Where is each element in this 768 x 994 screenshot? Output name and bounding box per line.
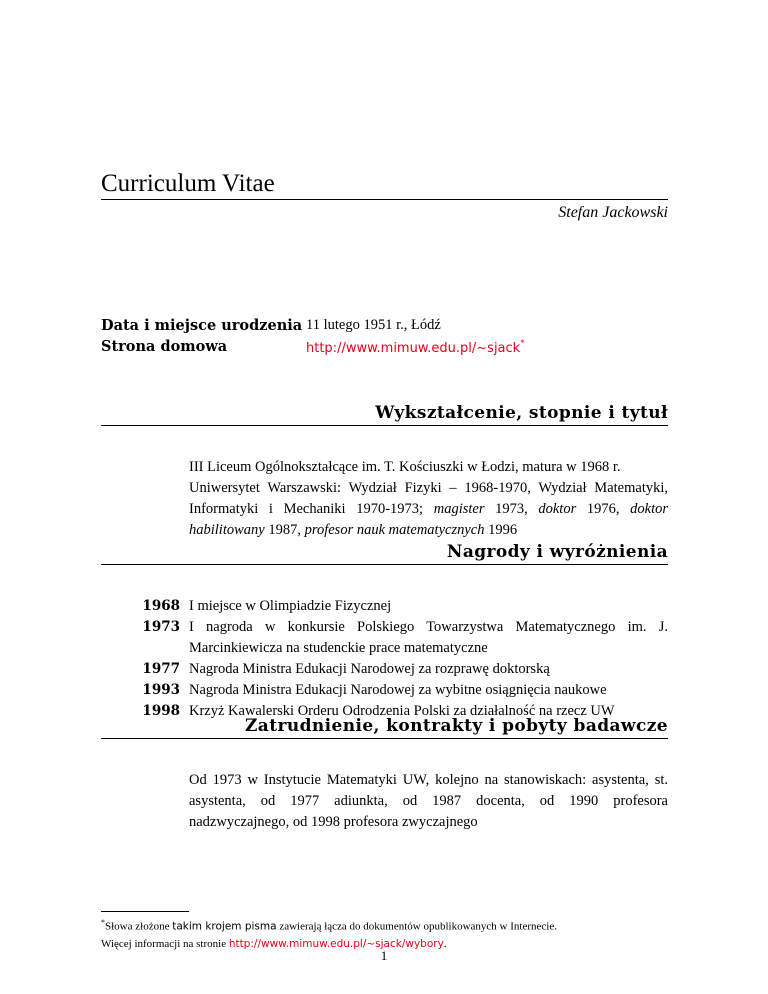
award-item <box>101 680 668 701</box>
award-year: 1998 <box>142 703 180 719</box>
section-rule <box>101 425 668 426</box>
footnote-line-1: *Słowa złożone takim krojem pisma zawierają łącza do dokumentów opublikowanych w Internecie. <box>101 918 557 933</box>
award-text: Nagroda Ministra Edukacji Narodowej za wybitne osiągnięcia naukowe <box>189 682 607 698</box>
section-rule <box>101 564 668 565</box>
section-heading-awards: Nagrody i wyróżnienia <box>446 542 668 562</box>
award-year: 1993 <box>142 682 180 698</box>
award-text: I nagroda w konkursie Polskiego Towarzystwa Matematycznego im. J. Marcinkiewicza na studenckie prace matematyczne <box>189 619 668 656</box>
homepage-value <box>306 338 525 357</box>
footnote <box>101 914 668 953</box>
title-rule <box>101 199 668 200</box>
birth-label: Data i miejsce urodzenia <box>101 317 303 334</box>
education-line-2: Uniwersytet Warszawski: Wydział Fizyki – 1968-1970, Wydział Matematyki, Informatyki i Mechaniki 1970-1973; magister 1973, doktor 1976, doktor habilitowany 1987, profesor nauk matematycznych 1996 <box>189 480 668 538</box>
footnote-marker: * <box>101 918 105 927</box>
author-name: Stefan Jackowski <box>558 204 668 221</box>
footnote-rule <box>101 911 189 912</box>
page-number: 1 <box>380 948 388 963</box>
award-year: 1973 <box>142 619 180 635</box>
section-heading-employment: Zatrudnienie, kontrakty i pobyty badawcze <box>245 716 668 736</box>
document-title: Curriculum Vitae <box>101 170 275 197</box>
award-year: 1968 <box>142 598 180 614</box>
section-heading-education: Wykształcenie, stopnie i tytuł <box>375 403 668 423</box>
footnote-link[interactable]: http://www.mimuw.edu.pl/~sjack/wybory <box>228 937 444 950</box>
birth-value: 11 lutego 1951 r., Łódź <box>306 317 441 333</box>
education-text <box>189 457 668 541</box>
award-text: I miejsce w Olimpiadzie Fizycznej <box>189 598 392 614</box>
award-year: 1977 <box>142 661 180 677</box>
footnote-line-2: Więcej informacji na stronie http://www.mimuw.edu.pl/~sjack/wybory. <box>101 937 447 950</box>
employment-text: Od 1973 w Instytucie Matematyki UW, kolejno na stanowiskach: asystenta, st. asystenta, od 1977 adiunkta, od 1987 docenta, od 1990 profesora nadzwyczajnego, od 1998 profesora zwyczajnego <box>189 772 668 830</box>
sans-sample: takim krojem pisma <box>172 920 277 933</box>
footnote-marker: * <box>520 338 525 348</box>
award-item <box>101 617 668 659</box>
section-rule <box>101 738 668 739</box>
award-text: Nagroda Ministra Edukacji Narodowej za rozprawę doktorską <box>189 661 550 677</box>
education-line-1: III Liceum Ogólnokształcące im. T. Kościuszki w Łodzi, matura w 1968 r. <box>189 459 621 475</box>
homepage-link[interactable]: http://www.mimuw.edu.pl/~sjack <box>306 340 521 356</box>
homepage-label: Strona domowa <box>101 338 228 355</box>
award-item <box>101 596 668 617</box>
award-text: Krzyż Kawalerski Orderu Odrodzenia Polski za działalność na rzecz UW <box>189 703 615 719</box>
award-item <box>101 659 668 680</box>
